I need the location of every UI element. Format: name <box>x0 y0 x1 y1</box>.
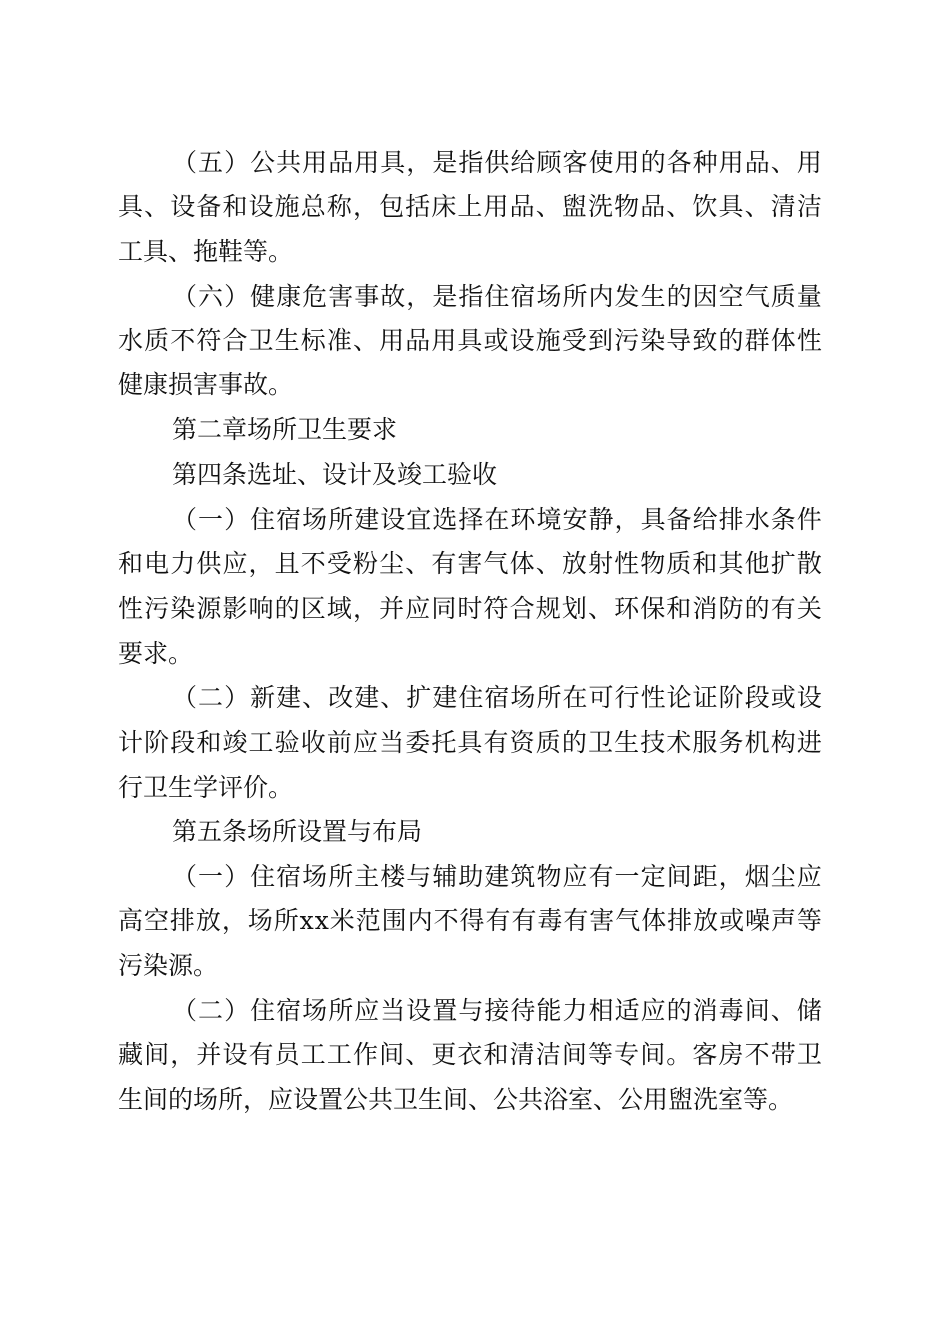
article-heading <box>0 810 950 854</box>
text-line: 具 、 设 备 和 设 施 总 称 ， 包 括 床 上 用 品 、 盥 洗 物 品 、 饮 具 、 清 洁 <box>118 192 822 221</box>
paragraph-line <box>0 944 950 988</box>
chapter-heading <box>0 408 950 452</box>
paragraph-line <box>0 587 950 631</box>
paragraph-line <box>0 230 950 274</box>
text-line: 工具、拖鞋等。 <box>118 237 294 266</box>
paragraph-line <box>0 275 950 319</box>
text-line: （ 五 ） 公 共 用 品 用 具 ， 是 指 供 给 顾 客 使 用 的 各 种 用 品 、 用 <box>172 148 822 177</box>
text-line: （ 六 ） 健 康 危 害 事 故 ， 是 指 住 宿 场 所 内 发 生 的 因 空 气 质 量 <box>172 282 822 311</box>
text-line: 第四条选址、设计及竣工验收 <box>172 460 498 489</box>
text-line: 第五条场所设置与布局 <box>172 817 423 846</box>
text-line: 要求。 <box>118 639 194 668</box>
text-line: 和 电 力 供 应 ， 且 不 受 粉 尘 、 有 害 气 体 、 放 射 性 物 质 和 其 他 扩 散 <box>118 549 822 578</box>
text-line: 污染源。 <box>118 951 219 980</box>
paragraph-line <box>0 766 950 810</box>
paragraph-line <box>0 185 950 229</box>
paragraph-line <box>0 855 950 899</box>
text-line: 第二章场所卫生要求 <box>172 415 398 444</box>
text-line: （ 一 ） 住 宿 场 所 主 楼 与 辅 助 建 筑 物 应 有 一 定 间 距 ， 烟 尘 应 <box>172 862 822 891</box>
article-heading <box>0 453 950 497</box>
paragraph-line <box>0 632 950 676</box>
text-line: 性 污 染 源 影 响 的 区 域 ， 并 应 同 时 符 合 规 划 、 环 保 和 消 防 的 有 关 <box>118 594 822 623</box>
paragraph-line <box>0 363 950 407</box>
text-line: 水 质 不 符 合 卫 生 标 准 、 用 品 用 具 或 设 施 受 到 污 染 导 致 的 群 体 性 <box>118 326 822 355</box>
text-line: 生间的场所，应设置公共卫生间、公共浴室、公用盥洗室等。 <box>118 1085 794 1114</box>
paragraph-line <box>0 721 950 765</box>
paragraph-line <box>0 1033 950 1077</box>
paragraph-line <box>0 899 950 943</box>
paragraph-line <box>0 498 950 542</box>
paragraph-line <box>0 676 950 720</box>
text-line: 藏 间 ， 并 设 有 员 工 工 作 间 、 更 衣 和 清 洁 间 等 专 间 。 客 房 不 带 卫 <box>118 1040 822 1069</box>
paragraph-line <box>0 1078 950 1122</box>
text-line: 高 空 排 放 ， 场 所 x x 米 范 围 内 不 得 有 有 毒 有 害 气 体 排 放 或 噪 声 等 <box>118 906 822 935</box>
paragraph-line <box>0 542 950 586</box>
text-line: （ 二 ） 住 宿 场 所 应 当 设 置 与 接 待 能 力 相 适 应 的 消 毒 间 、 储 <box>172 996 822 1025</box>
text-line: （ 二 ） 新 建 、 改 建 、 扩 建 住 宿 场 所 在 可 行 性 论 证 阶 段 或 设 <box>172 683 822 712</box>
text-line: （ 一 ） 住 宿 场 所 建 设 宜 选 择 在 环 境 安 静 ， 具 备 给 排 水 条 件 <box>172 505 822 534</box>
text-line: 计 阶 段 和 竣 工 验 收 前 应 当 委 托 具 有 资 质 的 卫 生 技 术 服 务 机 构 进 <box>118 728 822 757</box>
text-line: 行卫生学评价。 <box>118 773 294 802</box>
paragraph-line <box>0 989 950 1033</box>
paragraph-line <box>0 141 950 185</box>
text-line: 健康损害事故。 <box>118 370 294 399</box>
paragraph-line <box>0 319 950 363</box>
